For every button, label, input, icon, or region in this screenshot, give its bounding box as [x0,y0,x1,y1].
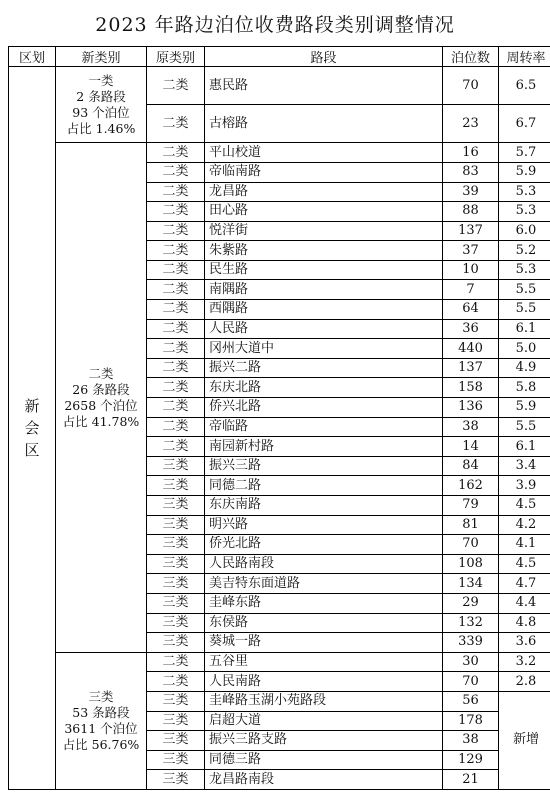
turnover-cell: 5.2 [499,241,550,261]
road-cell: 惠民路 [205,67,443,105]
old-category-cell: 三类 [147,476,205,496]
turnover-cell: 6.1 [499,319,550,339]
count-cell: 137 [443,358,499,378]
road-cell: 同德二路 [205,476,443,496]
road-cell: 南园新村路 [205,437,443,457]
road-cell: 东庆南路 [205,496,443,516]
old-category-cell: 三类 [147,770,205,790]
road-cell: 圭峰路玉湖小苑路段 [205,691,443,711]
turnover-cell: 5.5 [499,300,550,320]
road-cell: 帝临路 [205,417,443,437]
new-added-label: 新增 [499,691,550,789]
new-category-group [56,652,147,789]
old-category-cell: 二类 [147,221,205,241]
old-category-cell: 二类 [147,202,205,222]
old-category-cell: 二类 [147,105,205,143]
old-category-cell: 二类 [147,652,205,672]
count-cell: 158 [443,378,499,398]
count-cell: 38 [443,731,499,751]
old-category-cell: 三类 [147,554,205,574]
road-cell: 美吉特东面道路 [205,574,443,594]
turnover-cell: 5.9 [499,162,550,182]
road-cell: 东侯路 [205,613,443,633]
header-new-category: 新类别 [56,47,147,67]
road-cell: 五谷里 [205,652,443,672]
old-category-cell: 二类 [147,437,205,457]
group-line: 3611 个泊位 [64,720,138,736]
old-category-cell: 二类 [147,672,205,692]
group-line: 53 条路段 [72,704,130,720]
group-line: 二类 [88,365,114,381]
turnover-cell: 5.7 [499,143,550,163]
page-title: 2023 年路边泊位收费路段类别调整情况 [95,14,455,36]
old-category-cell: 二类 [147,241,205,261]
old-category-cell: 三类 [147,593,205,613]
old-category-cell: 二类 [147,339,205,359]
turnover-cell: 6.5 [499,67,550,105]
count-cell: 88 [443,202,499,222]
road-cell: 振兴三路支路 [205,731,443,751]
road-cell: 冈州大道中 [205,339,443,359]
parking-table [8,46,550,790]
road-cell: 明兴路 [205,515,443,535]
group-line: 三类 [88,688,114,704]
count-cell: 70 [443,67,499,105]
road-cell: 人民南路 [205,672,443,692]
turnover-cell: 4.7 [499,574,550,594]
road-cell: 同德三路 [205,750,443,770]
turnover-cell: 4.2 [499,515,550,535]
turnover-cell: 6.1 [499,437,550,457]
table-row [9,143,550,163]
header-count: 泊位数 [443,47,499,67]
road-cell: 龙昌路 [205,182,443,202]
road-cell: 古榕路 [205,105,443,143]
count-cell: 70 [443,535,499,555]
turnover-cell: 5.5 [499,280,550,300]
old-category-cell: 二类 [147,280,205,300]
road-cell: 民生路 [205,260,443,280]
count-cell: 29 [443,593,499,613]
turnover-cell: 5.8 [499,378,550,398]
old-category-cell: 三类 [147,574,205,594]
road-cell: 圭峰东路 [205,593,443,613]
count-cell: 136 [443,398,499,418]
old-category-cell: 二类 [147,417,205,437]
road-cell: 平山校道 [205,143,443,163]
turnover-cell: 6.0 [499,221,550,241]
turnover-cell: 4.1 [499,535,550,555]
old-category-cell: 二类 [147,319,205,339]
old-category-cell: 三类 [147,496,205,516]
count-cell: 81 [443,515,499,535]
turnover-cell: 3.2 [499,652,550,672]
header-row [9,47,550,67]
district-label: 新会区 [24,397,40,459]
count-cell: 134 [443,574,499,594]
group-line: 一类 [88,72,114,88]
road-cell: 东庆北路 [205,378,443,398]
road-cell: 人民路南段 [205,554,443,574]
header-turnover: 周转率 [499,47,550,67]
group-line: 2658 个泊位 [64,397,138,413]
old-category-cell: 二类 [147,143,205,163]
turnover-cell: 3.4 [499,456,550,476]
turnover-cell: 4.9 [499,358,550,378]
turnover-cell: 5.0 [499,339,550,359]
count-cell: 339 [443,633,499,653]
count-cell: 39 [443,182,499,202]
road-cell: 朱紫路 [205,241,443,261]
count-cell: 21 [443,770,499,790]
road-cell: 西隅路 [205,300,443,320]
group-line: 占比 41.78% [62,413,140,429]
count-cell: 10 [443,260,499,280]
turnover-cell: 5.3 [499,202,550,222]
turnover-cell: 3.9 [499,476,550,496]
count-cell: 108 [443,554,499,574]
count-cell: 83 [443,162,499,182]
old-category-cell: 二类 [147,162,205,182]
turnover-cell: 3.6 [499,633,550,653]
old-category-cell: 二类 [147,260,205,280]
group-line: 26 条路段 [72,381,130,397]
old-category-cell: 三类 [147,535,205,555]
old-category-cell: 二类 [147,378,205,398]
count-cell: 162 [443,476,499,496]
header-road: 路段 [205,47,443,67]
count-cell: 84 [443,456,499,476]
turnover-cell: 4.8 [499,613,550,633]
count-cell: 7 [443,280,499,300]
table-row [9,67,550,105]
old-category-cell: 二类 [147,398,205,418]
count-cell: 14 [443,437,499,457]
district-cell [9,67,56,790]
road-cell: 田心路 [205,202,443,222]
old-category-cell: 三类 [147,515,205,535]
road-cell: 悦洋街 [205,221,443,241]
road-cell: 葵城一路 [205,633,443,653]
road-cell: 南隅路 [205,280,443,300]
count-cell: 36 [443,319,499,339]
count-cell: 70 [443,672,499,692]
road-cell: 帝临南路 [205,162,443,182]
group-line: 占比 1.46% [66,120,136,136]
count-cell: 132 [443,613,499,633]
road-cell: 启超大道 [205,711,443,731]
count-cell: 30 [443,652,499,672]
old-category-cell: 二类 [147,182,205,202]
count-cell: 129 [443,750,499,770]
count-cell: 440 [443,339,499,359]
group-line: 2 条路段 [76,88,126,104]
group-line: 占比 56.76% [62,736,140,752]
old-category-cell: 三类 [147,750,205,770]
old-category-cell: 二类 [147,358,205,378]
count-cell: 16 [443,143,499,163]
count-cell: 56 [443,691,499,711]
old-category-cell: 二类 [147,67,205,105]
old-category-cell: 三类 [147,731,205,751]
road-cell: 侨光北路 [205,535,443,555]
road-cell: 振兴二路 [205,358,443,378]
old-category-cell: 三类 [147,456,205,476]
count-cell: 64 [443,300,499,320]
old-category-cell: 三类 [147,711,205,731]
new-category-group [56,67,147,143]
old-category-cell: 三类 [147,613,205,633]
turnover-cell: 5.5 [499,417,550,437]
road-cell: 振兴三路 [205,456,443,476]
new-category-group [56,143,147,652]
road-cell: 人民路 [205,319,443,339]
header-district: 区划 [9,47,56,67]
group-line: 93 个泊位 [72,104,130,120]
count-cell: 137 [443,221,499,241]
road-cell: 龙昌路南段 [205,770,443,790]
turnover-cell: 6.7 [499,105,550,143]
count-cell: 37 [443,241,499,261]
old-category-cell: 三类 [147,691,205,711]
old-category-cell: 三类 [147,633,205,653]
turnover-cell: 4.5 [499,496,550,516]
header-old-category: 原类别 [147,47,205,67]
turnover-cell: 4.4 [499,593,550,613]
count-cell: 178 [443,711,499,731]
old-category-cell: 二类 [147,300,205,320]
table-row [9,652,550,672]
road-cell: 侨兴北路 [205,398,443,418]
count-cell: 23 [443,105,499,143]
turnover-cell: 2.8 [499,672,550,692]
turnover-cell: 5.9 [499,398,550,418]
turnover-cell: 5.3 [499,182,550,202]
count-cell: 79 [443,496,499,516]
turnover-cell: 5.3 [499,260,550,280]
turnover-cell: 4.5 [499,554,550,574]
count-cell: 38 [443,417,499,437]
